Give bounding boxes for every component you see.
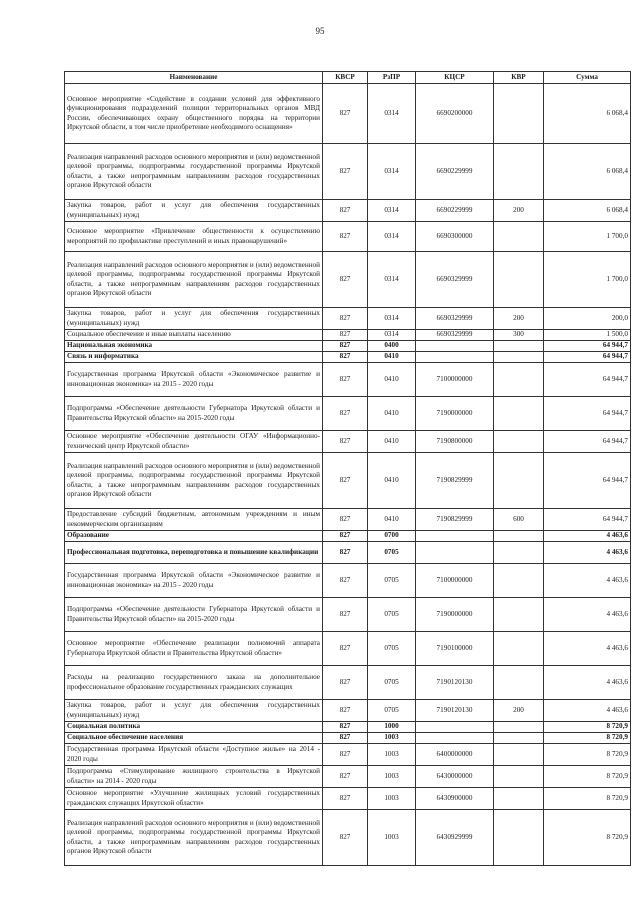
cell-name: Основное мероприятие «Привлечение общественности к осуществлению мероприятий по профилактике преступлений и иных правонарушений» [65,222,323,252]
table-row [65,531,631,542]
cell-name: Подпрограмма «Обеспечение деятельности Губернатора Иркутской области и Правительства Иркутской области» на 2015-2020 годы [65,397,323,431]
table-row [65,722,631,733]
cell-name: Основное мероприятие «Обеспечение реализации полномочий аппарата Губернатора Иркутской области и Правительства Иркутской области» [65,632,323,666]
cell-rzpr: 0410 [368,453,416,509]
cell-kvsr: 827 [323,700,368,722]
cell-rzpr: 0314 [368,200,416,222]
cell-sum: 64 944,7 [544,397,631,431]
cell-kcsr: 6690229999 [416,200,494,222]
cell-kcsr [416,722,494,733]
cell-kvsr: 827 [323,598,368,632]
table-row [65,431,631,453]
cell-sum: 64 944,7 [544,341,631,352]
cell-name: Подпрограмма «Стимулирование жилищного строительства в Иркутской области» на 2014 - 2020 годы [65,766,323,788]
cell-kvr [494,453,544,509]
cell-kcsr: 6690300000 [416,222,494,252]
cell-kvr [494,431,544,453]
table-row [65,666,631,700]
table-row [65,632,631,666]
cell-kcsr: 6690229999 [416,144,494,200]
cell-rzpr: 0705 [368,598,416,632]
cell-rzpr: 0410 [368,431,416,453]
cell-sum: 64 944,7 [544,509,631,531]
cell-name: Предоставление субсидий бюджетным, автономным учреждениям и иным некоммерческим организациям [65,509,323,531]
cell-rzpr: 1003 [368,744,416,766]
cell-rzpr: 0410 [368,352,416,363]
cell-rzpr: 0314 [368,308,416,330]
cell-sum: 8 720,9 [544,722,631,733]
cell-rzpr: 0410 [368,363,416,397]
cell-rzpr: 0410 [368,397,416,431]
table-row [65,810,631,866]
cell-kvr: 200 [494,308,544,330]
cell-kvsr: 827 [323,564,368,598]
cell-kvsr: 827 [323,509,368,531]
cell-kcsr: 6430929999 [416,810,494,866]
cell-kvsr: 827 [323,766,368,788]
cell-kvr [494,341,544,352]
cell-kvr [494,144,544,200]
cell-rzpr: 0314 [368,252,416,308]
cell-kvr: 200 [494,200,544,222]
cell-kvsr: 827 [323,352,368,363]
cell-name: Закупка товаров, работ и услуг для обеспечения государственных (муниципальных) нужд [65,308,323,330]
cell-kcsr: 7100000000 [416,363,494,397]
budget-table [64,71,631,866]
cell-kvr: 200 [494,700,544,722]
cell-kvsr: 827 [323,542,368,564]
cell-kvsr: 827 [323,722,368,733]
cell-kcsr: 7190829999 [416,509,494,531]
cell-kvr [494,84,544,144]
cell-kcsr: 7190000000 [416,397,494,431]
cell-kvsr: 827 [323,84,368,144]
cell-name: Расходы на реализацию государственного заказа на дополнительное профессиональное образование государственных гражданских служащих [65,666,323,700]
cell-sum: 6 068,4 [544,144,631,200]
cell-kvsr: 827 [323,308,368,330]
cell-kcsr: 6690329999 [416,330,494,341]
table-row [65,788,631,810]
table-body [65,84,631,866]
cell-kvsr: 827 [323,397,368,431]
cell-kvsr: 827 [323,666,368,700]
cell-kvr [494,788,544,810]
cell-name: Профессиональная подготовка, переподготовка и повышение квалификации [65,542,323,564]
cell-kvsr: 827 [323,788,368,810]
cell-rzpr: 0705 [368,564,416,598]
cell-kvr [494,666,544,700]
table-row [65,352,631,363]
table-row [65,700,631,722]
cell-name: Основное мероприятие «Улучшение жилищных условий государственных гражданских служащих Иркутской области» [65,788,323,810]
header-kvsr: КВСР [323,72,368,84]
cell-kvsr: 827 [323,222,368,252]
cell-sum: 4 463,6 [544,632,631,666]
cell-sum: 4 463,6 [544,700,631,722]
cell-rzpr: 0400 [368,341,416,352]
cell-kvsr: 827 [323,144,368,200]
cell-sum: 8 720,9 [544,788,631,810]
cell-kvsr: 827 [323,632,368,666]
table-row [65,453,631,509]
cell-name: Реализация направлений расходов основного мероприятия и (или) ведомственной целевой программы, подпрограммы государственной программы Иркутской области, а также непрограммным направлениям расходов государственных органов Иркутской области [65,252,323,308]
cell-kvr [494,222,544,252]
table-row [65,509,631,531]
cell-name: Социальное обеспечение населения [65,733,323,744]
table-row [65,330,631,341]
cell-kcsr: 6690329999 [416,252,494,308]
cell-kcsr: 7190000000 [416,598,494,632]
cell-kvr: 300 [494,330,544,341]
cell-name: Основное мероприятие «Обеспечение деятельности ОГАУ «Информационно-технический центр Иркутской области» [65,431,323,453]
cell-kvsr: 827 [323,531,368,542]
cell-sum: 4 463,6 [544,564,631,598]
cell-sum: 6 068,4 [544,200,631,222]
cell-name: Социальное обеспечение и иные выплаты населению [65,330,323,341]
table-row [65,144,631,200]
table-row [65,84,631,144]
cell-kcsr: 7190100000 [416,632,494,666]
cell-kvr [494,744,544,766]
cell-sum: 4 463,6 [544,531,631,542]
cell-sum: 64 944,7 [544,363,631,397]
cell-name: Государственная программа Иркутской области «Экономическое развитие и инновационная экономика» на 2015 - 2020 годы [65,564,323,598]
header-kcsr: КЦСР [416,72,494,84]
table-row [65,200,631,222]
cell-name: Связь и информатика [65,352,323,363]
table-row [65,564,631,598]
cell-kcsr: 6400000000 [416,744,494,766]
cell-kvsr: 827 [323,200,368,222]
header-row [65,72,631,84]
cell-kvr [494,632,544,666]
cell-kvsr: 827 [323,453,368,509]
cell-rzpr: 0314 [368,330,416,341]
cell-kvr [494,598,544,632]
cell-sum: 6 068,4 [544,84,631,144]
cell-rzpr: 0705 [368,542,416,564]
cell-rzpr: 1003 [368,810,416,866]
cell-name: Закупка товаров, работ и услуг для обеспечения государственных (муниципальных) нужд [65,200,323,222]
cell-rzpr: 1000 [368,722,416,733]
cell-sum: 8 720,9 [544,810,631,866]
table-row [65,341,631,352]
cell-name: Государственная программа Иркутской области «Экономическое развитие и инновационная экономика» на 2015 - 2020 годы [65,363,323,397]
cell-name: Реализация направлений расходов основного мероприятия и (или) ведомственной целевой программы, подпрограммы государственной программы Иркутской области, а также непрограммным направлениям расходов государственных органов Иркутской области [65,453,323,509]
cell-rzpr: 0314 [368,84,416,144]
table-row [65,308,631,330]
cell-name: Национальная экономика [65,341,323,352]
table-row [65,363,631,397]
cell-kcsr: 7190120130 [416,700,494,722]
cell-sum: 4 463,6 [544,598,631,632]
cell-kvr [494,531,544,542]
cell-kcsr: 7190120130 [416,666,494,700]
table-row [65,252,631,308]
cell-rzpr: 0314 [368,144,416,200]
cell-kvr [494,542,544,564]
cell-kcsr [416,341,494,352]
cell-rzpr: 0705 [368,666,416,700]
cell-kvr [494,733,544,744]
cell-sum: 8 720,9 [544,766,631,788]
cell-kvr [494,722,544,733]
cell-sum: 64 944,7 [544,352,631,363]
table-row [65,397,631,431]
header-sum: Сумма [544,72,631,84]
cell-kvsr: 827 [323,733,368,744]
cell-kcsr: 6690200000 [416,84,494,144]
cell-name: Образование [65,531,323,542]
cell-rzpr: 0705 [368,700,416,722]
cell-kcsr [416,542,494,564]
cell-name: Основное мероприятие «Содействие в создании условий для эффективного функционирования подразделений полиции территориальных органов МВД России, обеспечивающих охрану общественного порядка на территории Иркутской области, в том числе приобретение необходимого оснащения» [65,84,323,144]
cell-sum: 4 463,6 [544,666,631,700]
cell-kvr [494,252,544,308]
cell-kcsr: 7190800000 [416,431,494,453]
cell-sum: 200,0 [544,308,631,330]
cell-name: Реализация направлений расходов основного мероприятия и (или) ведомственной целевой программы, подпрограммы государственной программы Иркутской области, а также непрограммным направлениям расходов государственных органов Иркутской области [65,144,323,200]
cell-name: Реализация направлений расходов основного мероприятия и (или) ведомственной целевой программы, подпрограммы государственной программы Иркутской области, а также непрограммным направлениям расходов государственных органов Иркутской области [65,810,323,866]
table-header [65,72,631,84]
cell-rzpr: 0705 [368,632,416,666]
cell-kcsr [416,352,494,363]
cell-name: Подпрограмма «Обеспечение деятельности Губернатора Иркутской области и Правительства Иркутской области» на 2015-2020 годы [65,598,323,632]
cell-sum: 8 720,9 [544,744,631,766]
cell-kvr [494,810,544,866]
cell-name: Социальная политика [65,722,323,733]
table-row [65,766,631,788]
page-number: 95 [315,26,325,36]
cell-kcsr: 6690329999 [416,308,494,330]
cell-sum: 8 720,9 [544,733,631,744]
cell-rzpr: 0314 [368,222,416,252]
cell-rzpr: 1003 [368,766,416,788]
cell-sum: 64 944,7 [544,431,631,453]
cell-sum: 1 500,0 [544,330,631,341]
table-row [65,598,631,632]
cell-kvr [494,766,544,788]
header-rzpr: РзПР [368,72,416,84]
cell-kcsr [416,531,494,542]
cell-name: Государственная программа Иркутской области «Доступное жилье» на 2014 - 2020 годы [65,744,323,766]
cell-kcsr: 6430000000 [416,766,494,788]
cell-sum: 64 944,7 [544,453,631,509]
header-name: Наименование [65,72,323,84]
table-row [65,222,631,252]
cell-kvr [494,363,544,397]
table-row [65,733,631,744]
cell-sum: 4 463,6 [544,542,631,564]
cell-kvsr: 827 [323,341,368,352]
table-row [65,542,631,564]
cell-kvr [494,397,544,431]
cell-kcsr: 7190829999 [416,453,494,509]
cell-rzpr: 0410 [368,509,416,531]
header-kvr: КВР [494,72,544,84]
cell-kvr [494,564,544,598]
cell-sum: 1 700,0 [544,222,631,252]
cell-kvsr: 827 [323,810,368,866]
cell-name: Закупка товаров, работ и услуг для обеспечения государственных (муниципальных) нужд [65,700,323,722]
cell-kvsr: 827 [323,252,368,308]
cell-kvsr: 827 [323,431,368,453]
cell-kcsr: 6430900000 [416,788,494,810]
cell-rzpr: 0700 [368,531,416,542]
cell-kvr [494,352,544,363]
cell-kvsr: 827 [323,330,368,341]
cell-kvr: 600 [494,509,544,531]
cell-kcsr [416,733,494,744]
cell-sum: 1 700,0 [544,252,631,308]
cell-kvsr: 827 [323,363,368,397]
cell-kvsr: 827 [323,744,368,766]
cell-rzpr: 1003 [368,788,416,810]
cell-rzpr: 1003 [368,733,416,744]
table-row [65,744,631,766]
cell-kcsr: 7100000000 [416,564,494,598]
